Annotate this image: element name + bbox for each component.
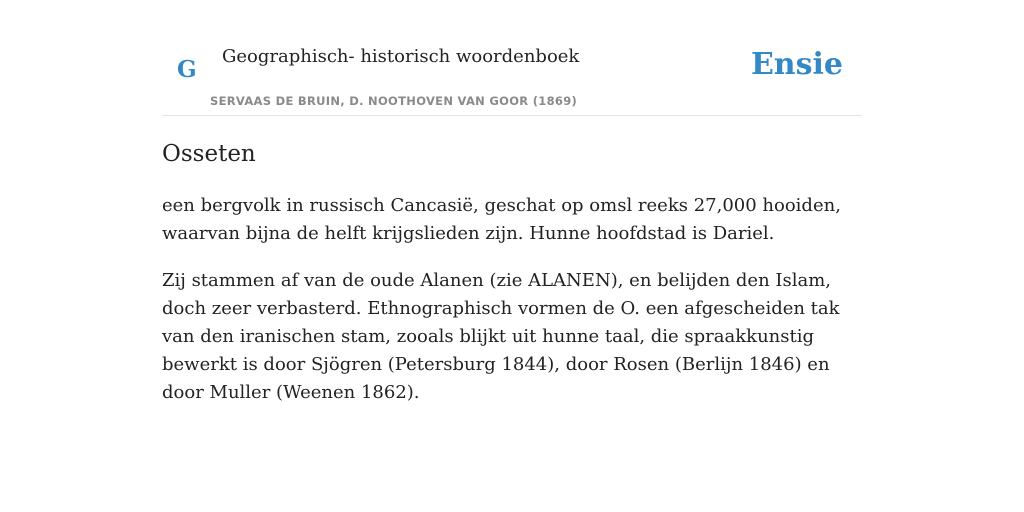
book-header: [162, 0, 862, 116]
book-title-link[interactable]: Geographisch- historisch woordenboek: [222, 46, 580, 67]
entry-paragraph: een bergvolk in russisch Cancasië, geschat op omsl reeks 27,000 hooiden, waarvan bijna de helft krijgslieden zijn. Hunne hoofdstad is Dariel.: [162, 195, 841, 244]
entry-title: Osseten: [162, 141, 256, 167]
page: [162, 0, 862, 403]
book-authors: SERVAAS DE BRUIN, D. NOOTHOVEN VAN GOOR (1869): [210, 94, 578, 108]
entry-body: [162, 192, 862, 426]
entry-paragraph: Zij stammen af van de oude Alanen (zie ALANEN), en belijden den Islam, doch zeer verbasterd. Ethnographisch vormen de O. een afgescheiden tak van den iranischen stam, zooals blijkt uit hunne taal, die spraakkunstig bewerkt is door Sjögren (Petersburg 1844), door Rosen (Berlijn 1846) en door Muller (Weenen 1862).: [162, 270, 840, 403]
book-logo-letter[interactable]: G: [177, 56, 197, 83]
ensie-logo-link[interactable]: Ensie: [750, 47, 843, 82]
